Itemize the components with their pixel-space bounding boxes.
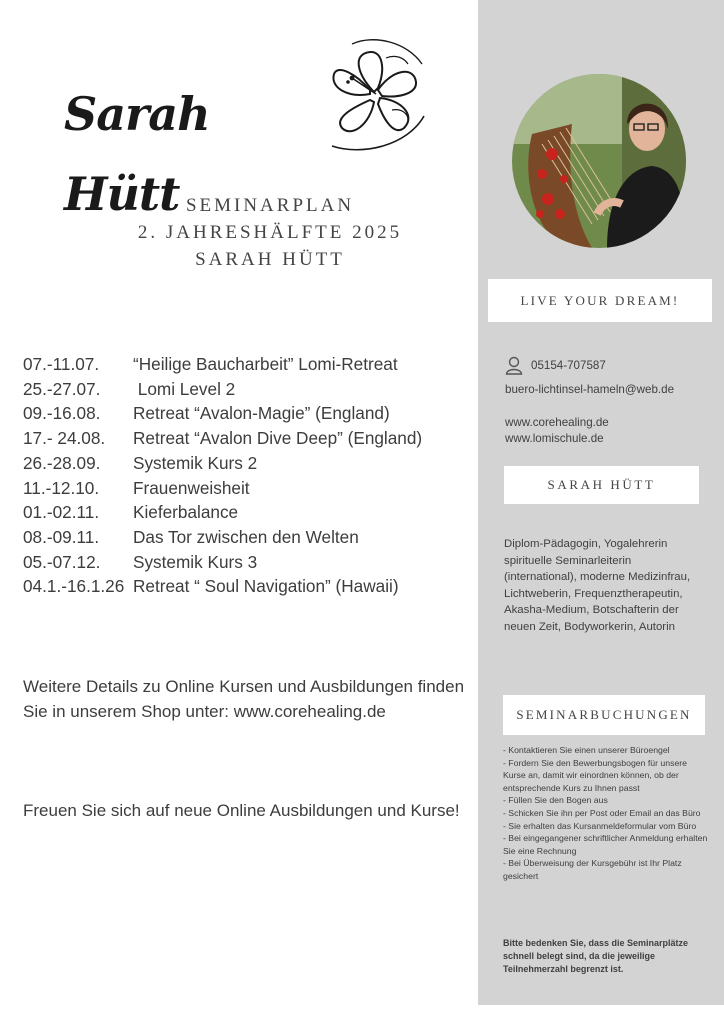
schedule-date: 07.-11.07. [23,354,100,374]
schedule-date: 04.1.-16.1.26 [23,576,125,597]
schedule-date: 09.-16.08. [23,403,101,424]
phone-number[interactable]: 05154-707587 [531,359,606,372]
list-item [23,451,473,476]
list-item: - Schicken Sie ihn per Post oder Email an das Büro [503,807,701,818]
details-paragraph: Weitere Details zu Online Kursen und Ausbildungen finden Sie in unserem Shop unter: www.corehealing.de [23,677,465,721]
booking-title: SEMINARBUCHUNGEN [503,695,705,735]
schedule-date: 08.-09.11. [23,526,100,547]
list-item [23,426,473,451]
schedule-date: 05.-07.12. [23,551,101,572]
schedule-date: 26.-28.09. [23,452,101,473]
person-icon [505,356,523,375]
name-box: SARAH HÜTT [504,466,699,504]
schedule-title: Systemik Kurs 3 [133,551,258,572]
list-item [23,401,473,426]
schedule-title: Frauenweisheit [133,477,250,498]
hibiscus-flower-icon [312,34,432,154]
schedule-title: Das Tor zwischen den Welten [133,526,359,547]
logo-wordmark: Sarah Hütt [64,87,210,221]
website-link-corehealing[interactable]: www.corehealing.de [505,416,609,429]
list-item: - Bei eingegangener schriftlicher Anmeldung erhalten Sie eine Rechnung [503,833,708,856]
website-link-lomischule[interactable]: www.lomischule.de [505,432,604,445]
list-item: - Sie erhalten das Kursanmeldeformular vom Büro [503,820,697,831]
schedule-date: 01.-02.11. [23,502,100,523]
motto-box: LIVE YOUR DREAM! [488,279,712,322]
list-item [23,525,473,550]
online-paragraph: Freuen Sie sich auf neue Online Ausbildungen und Kurse! [23,801,460,820]
schedule-date: 11.-12.10. [23,477,100,498]
schedule-title: Retreat “Avalon-Magie” (England) [133,403,390,424]
schedule-date: 17.- 24.08. [23,428,106,449]
schedule-title: “Heilige Baucharbeit” Lomi-Retreat [133,354,398,374]
list-item [23,377,473,402]
headline [60,192,480,273]
schedule-title: Systemik Kurs 2 [133,452,258,473]
booking-note: Bitte bedenken Sie, dass die Seminarplätze schnell belegt sind, da die jeweilige Teilnehmerzahl begrenzt ist. [503,938,689,974]
schedule-title: Lomi Level 2 [133,378,236,399]
schedule-title: Kieferbalance [133,502,239,523]
list-item: - Bei Überweisung der Kursgebühr ist Ihr Platz gesichert [503,858,682,881]
headline-period: 2. JAHRESHÄLFTE 2025 [137,222,403,243]
headline-title: SEMINARPLAN [185,195,355,216]
list-item: - Füllen Sie den Bogen aus [503,795,608,806]
list-item [23,550,473,575]
list-item [23,352,473,377]
headline-author: SARAH HÜTT [195,249,345,270]
list-item [23,500,473,525]
email-link[interactable]: buero-lichtinsel-hameln@web.de [505,383,675,396]
list-item [23,574,473,599]
schedule-title: Retreat “ Soul Navigation” (Hawaii) [133,576,399,597]
phone-row [505,356,606,375]
booking-steps [503,744,711,883]
schedule-title: Retreat “Avalon Dive Deep” (England) [133,428,423,449]
bio-text: Diplom-Pädagogin, Yogalehrerin spirituelle Seminarleiterin (international), moderne Medizinfrau, Lichtweberin, Frequenztherapeutin, Akasha-Medium, Botschafterin der neuen Zeit, Bodyworkerin, Autorin [504,538,691,633]
list-item: - Fordern Sie den Bewerbungsbogen für unsere Kurse an, damit wir einordnen können, ob der entsprechende Kurs zu Ihnen passt [503,757,687,793]
list-item: - Kontaktieren Sie einen unserer Büroengel [503,745,670,755]
list-item [23,476,473,501]
seminar-schedule [23,352,473,599]
profile-photo [512,74,686,248]
schedule-date: 25.-27.07. [23,378,101,399]
